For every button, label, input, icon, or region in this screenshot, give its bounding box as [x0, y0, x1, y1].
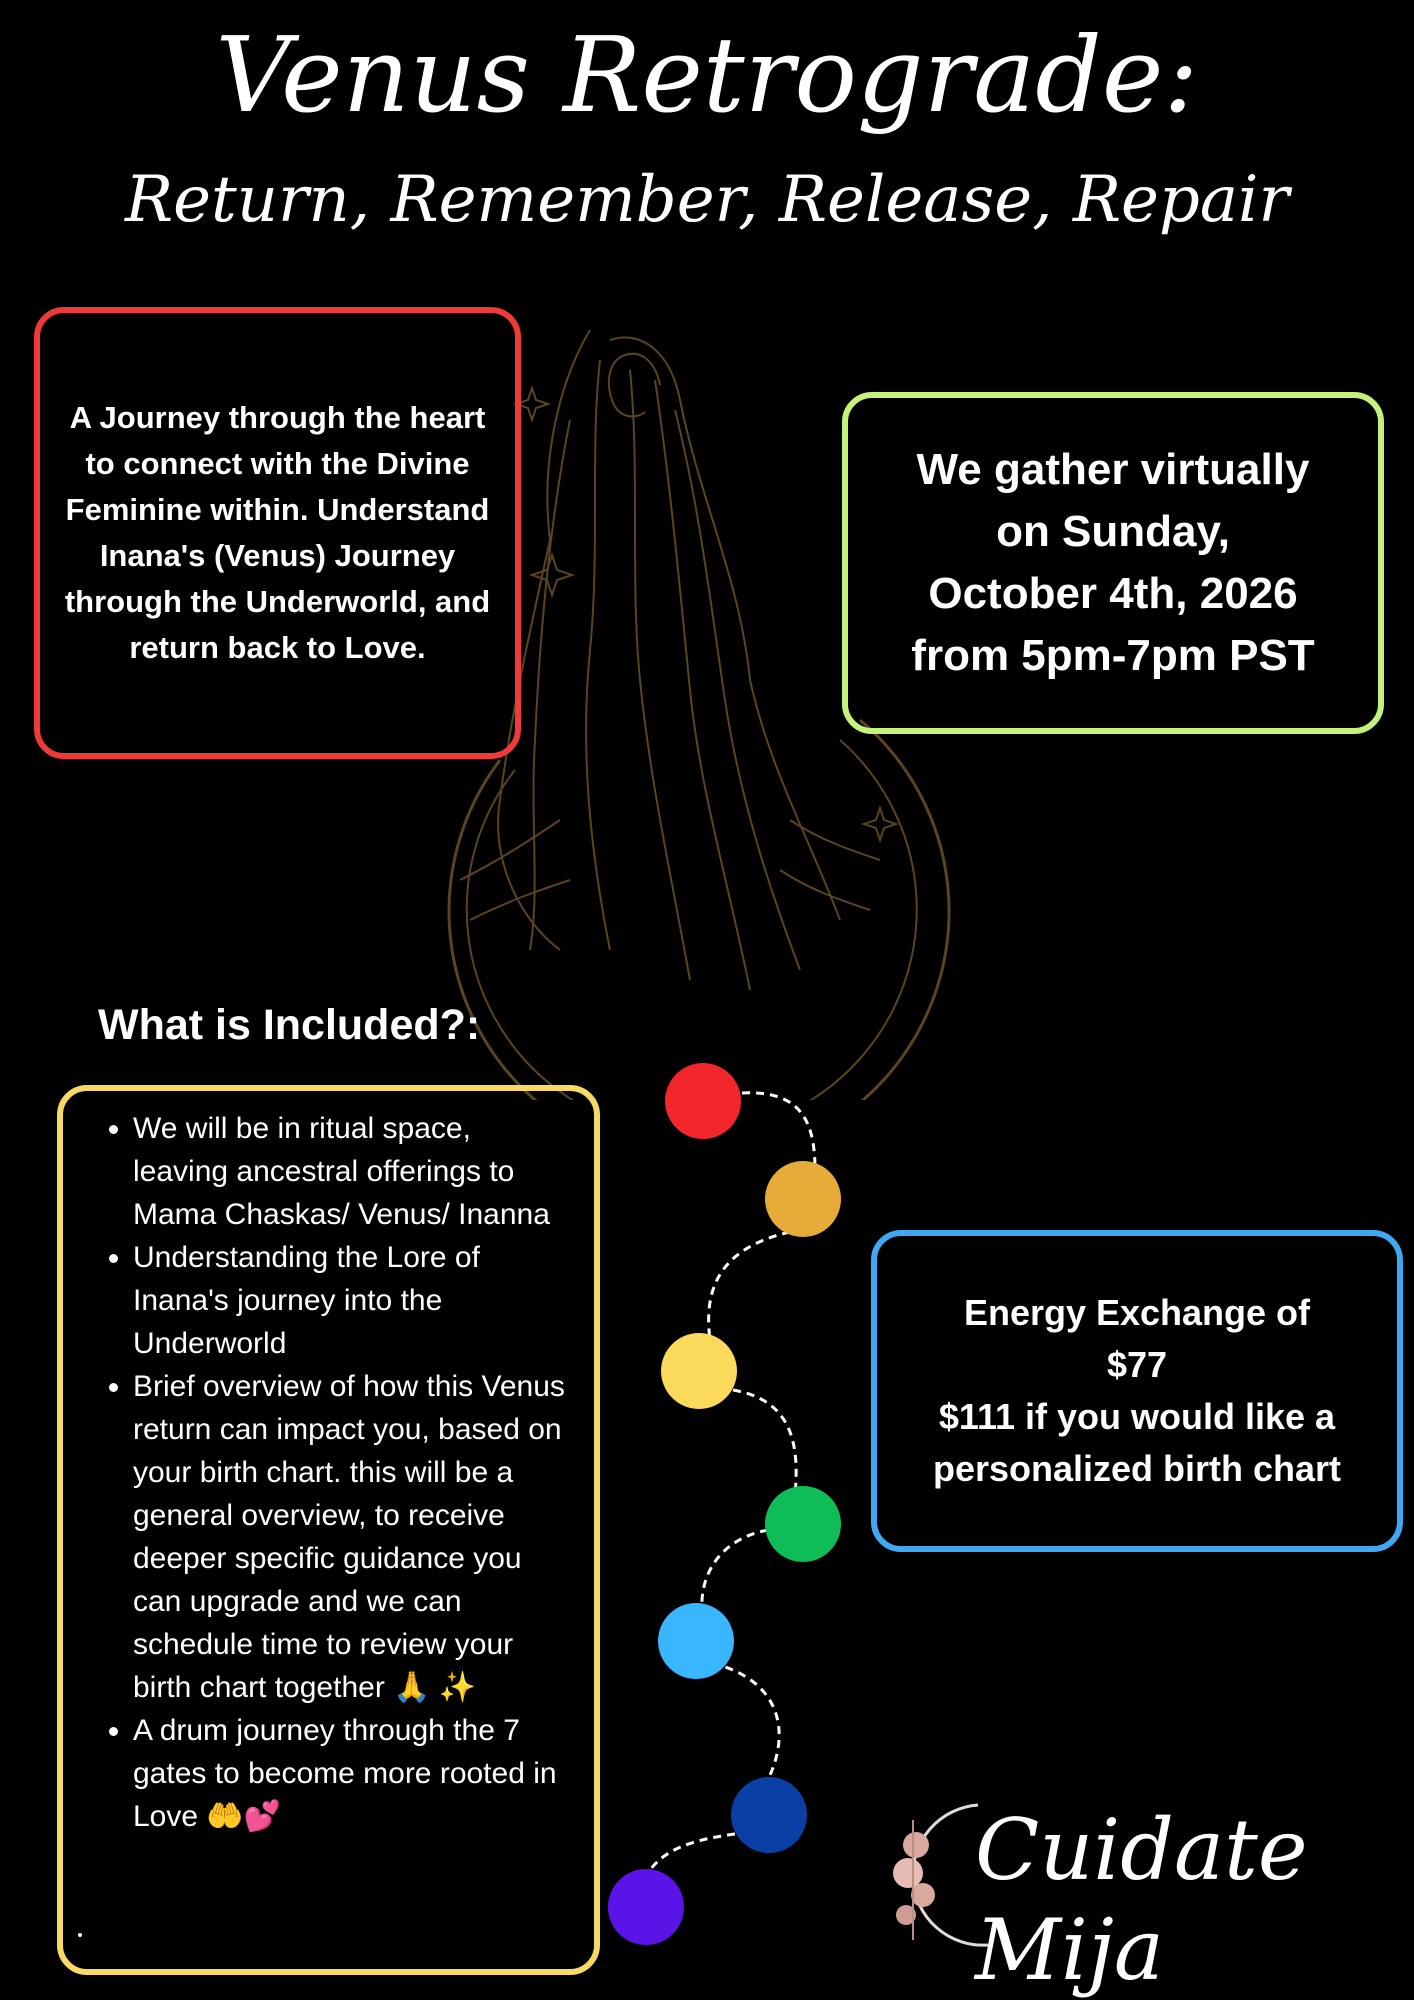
included-box [57, 1085, 600, 1975]
event-line-2: on Sunday, [996, 507, 1230, 556]
included-list [63, 1091, 594, 1838]
event-line-3: October 4th, 2026 [928, 569, 1298, 618]
pricing-box [871, 1230, 1403, 1552]
list-item: • A drum journey through the 7 gates to become more rooted in Love 🤲💕 [133, 1709, 574, 1838]
pricing-line-3: $111 if you would like a [938, 1396, 1336, 1437]
event-line-4: from 5pm-7pm PST [911, 631, 1315, 680]
list-item: • Brief overview of how this Venus return can impact you, based on your birth chart. this will be a general overview, to receive deeper specific guidance you can upgrade and we can schedule time to review your birth chart together 🙏 ✨ [133, 1365, 574, 1709]
chakra-circle [661, 1333, 737, 1409]
brand-logo: Cuidate Mija [975, 1801, 1308, 1999]
pricing-line-2: $77 [1106, 1344, 1168, 1385]
chakra-circle [608, 1869, 684, 1945]
description-box [34, 307, 521, 759]
chakra-circle [658, 1603, 734, 1679]
chakra-circle [765, 1161, 841, 1237]
chakra-circle [765, 1486, 841, 1562]
page-title: Venus Retrograde: [215, 14, 1199, 136]
page-subtitle: Return, Remember, Release, Repair [124, 163, 1290, 237]
pricing-line-1: Energy Exchange of [963, 1292, 1311, 1333]
description-text: A Journey through the heart to connect with the Divine Feminine within. Understand Inana's (Venus) Journey through the Underworld, and return back to Love. [64, 400, 491, 665]
list-item: • We will be in ritual space, leaving ancestral offerings to Mama Chaskas/ Venus/ Inanna [133, 1107, 574, 1236]
chakra-circle [731, 1777, 807, 1853]
list-item: • Understanding the Lore of Inana's journey into the Underworld [133, 1236, 574, 1365]
pricing-line-4: personalized birth chart [932, 1448, 1342, 1489]
decorative-dot [78, 1933, 82, 1937]
chain-connectors [650, 1093, 815, 1870]
event-line-1: We gather virtually [916, 445, 1310, 494]
event-details-box [842, 392, 1384, 734]
included-heading: What is Included?: [98, 1001, 481, 1049]
